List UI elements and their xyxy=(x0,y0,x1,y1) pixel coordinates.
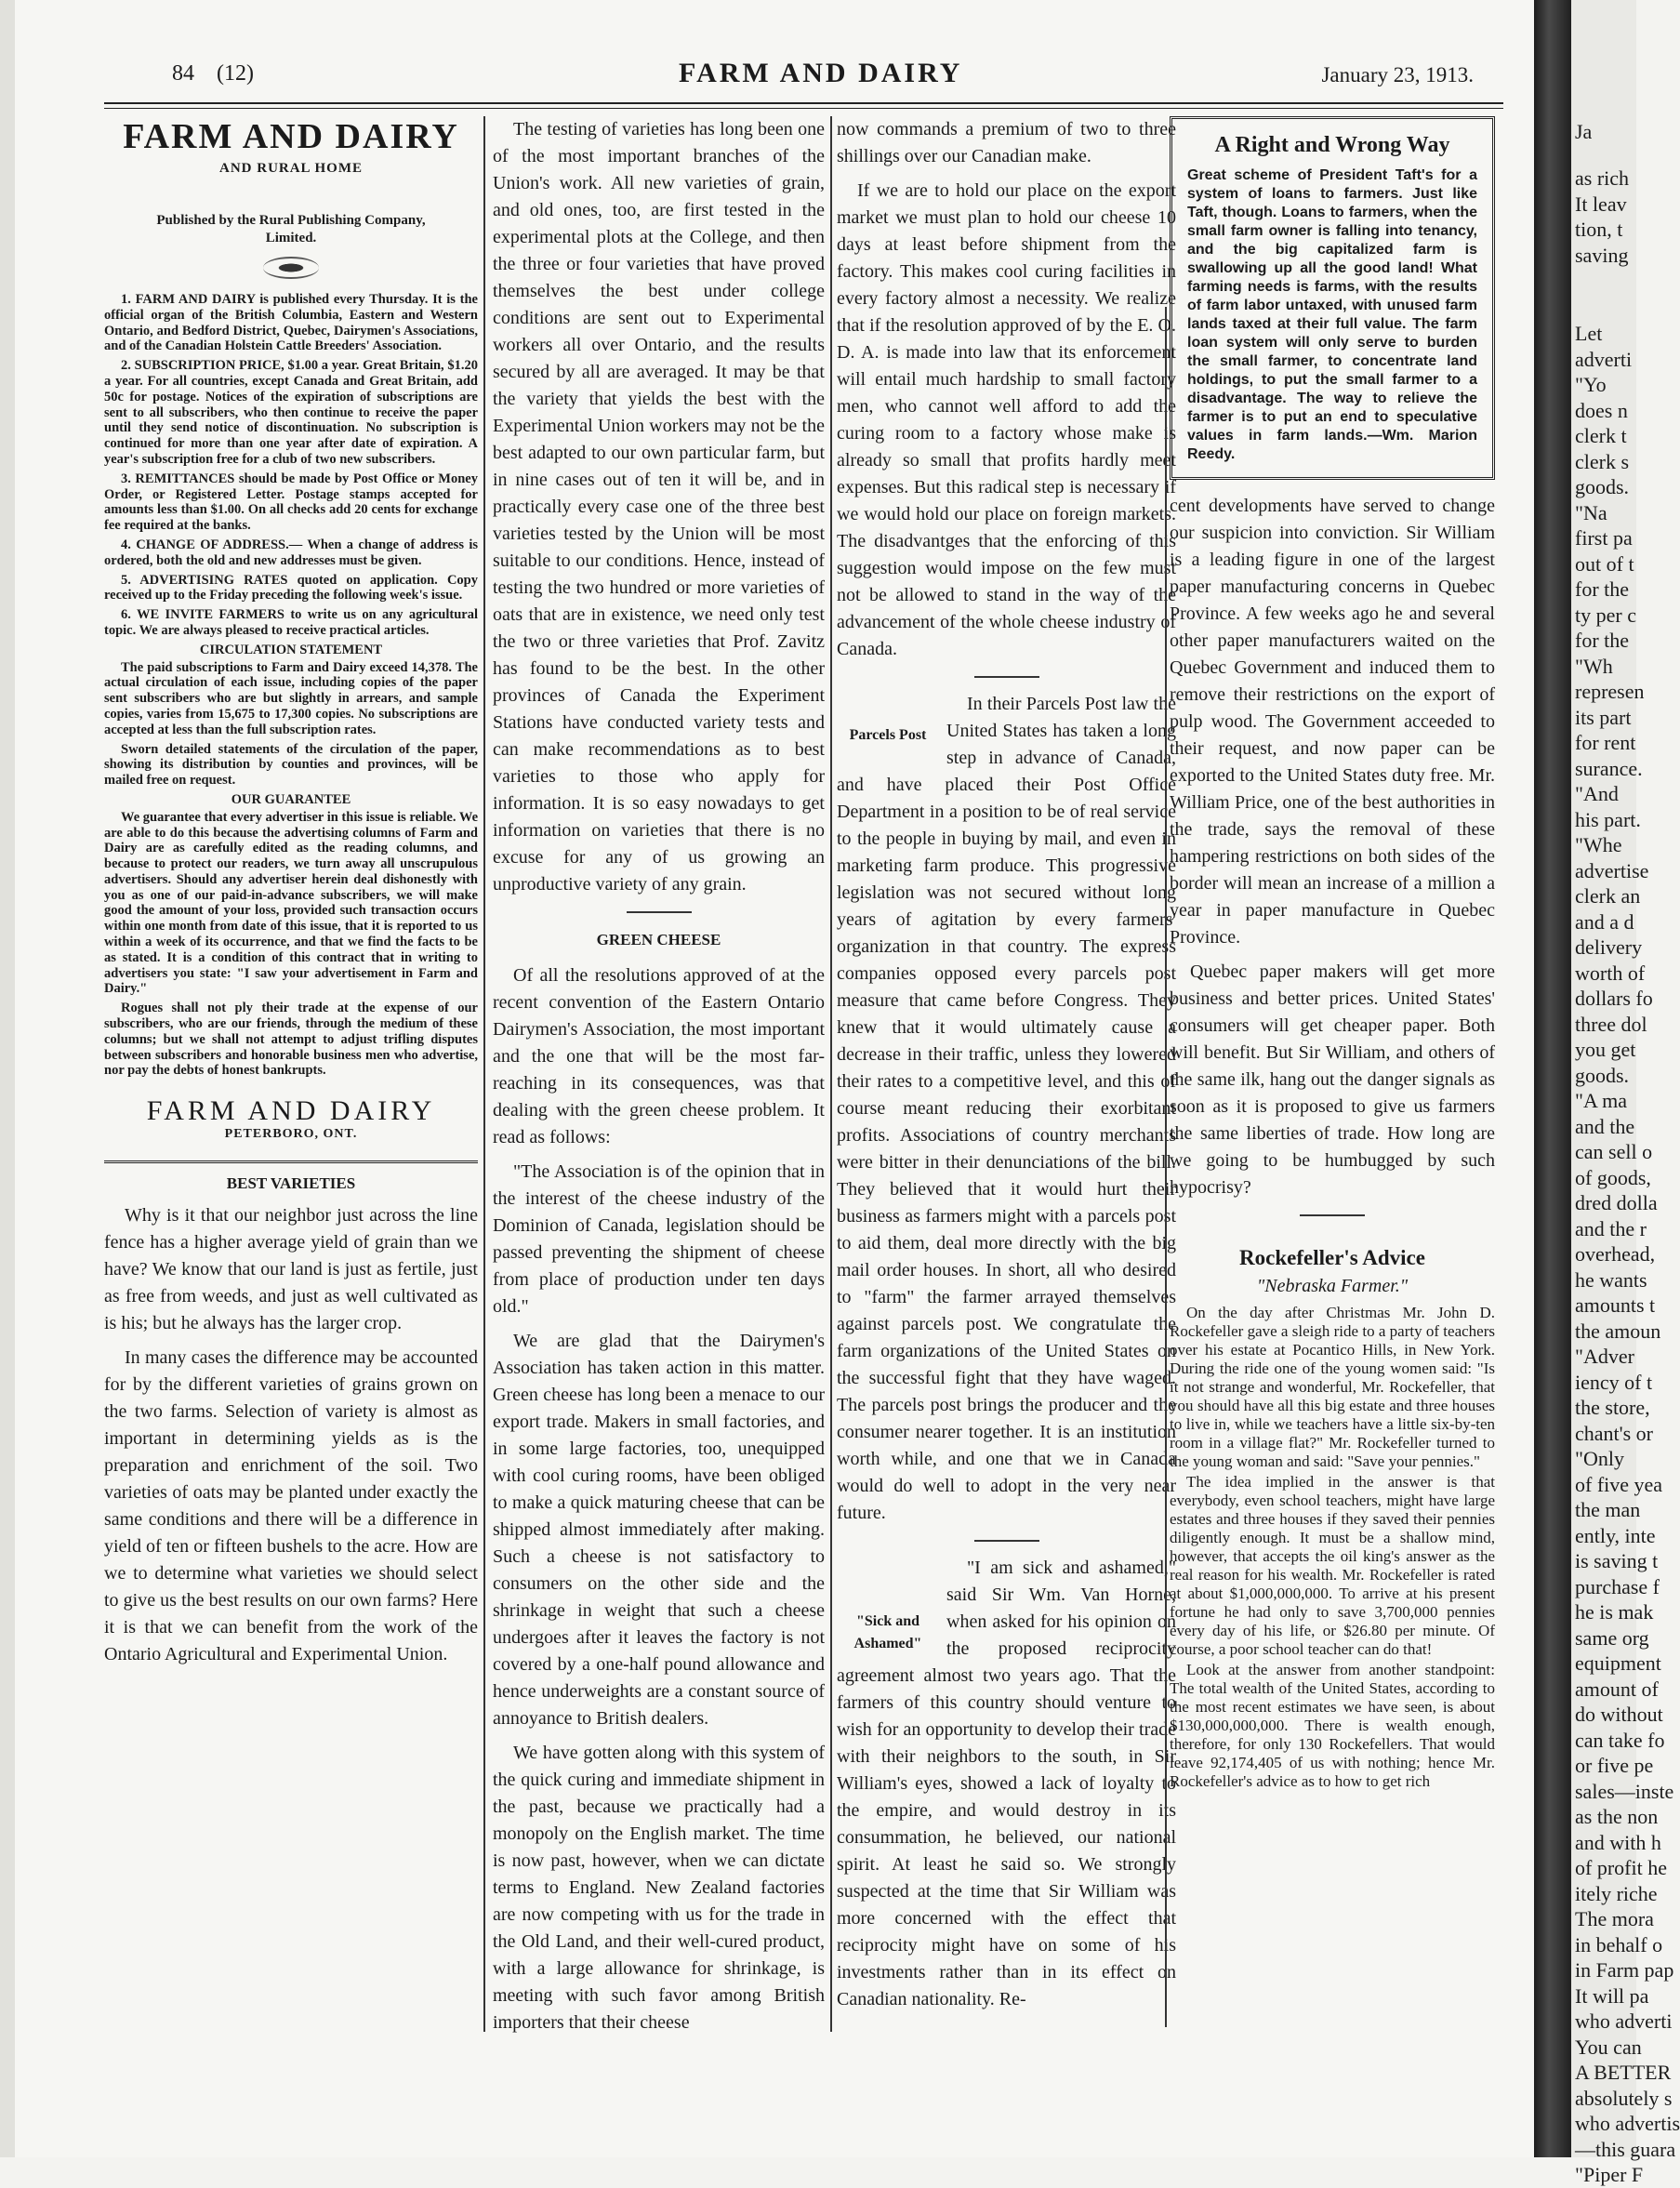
adjacent-page-line: "Yo xyxy=(1575,373,1607,396)
header-rule xyxy=(104,102,1503,104)
term-6: 6. WE INVITE FARMERS to write us on any agricultural topic. We are always pleased to receive practical articles. xyxy=(104,607,478,638)
adjacent-page-line: is saving t xyxy=(1575,1549,1659,1572)
adjacent-page-line: in Farm pap xyxy=(1575,1958,1674,1982)
adjacent-page-line: who advertis xyxy=(1575,2112,1680,2135)
adjacent-page-line: surance. xyxy=(1575,756,1643,780)
adjacent-page-line: does n xyxy=(1575,398,1628,422)
section-rule xyxy=(104,1160,478,1163)
column-1 xyxy=(104,116,478,1676)
column-divider xyxy=(1165,307,1167,2027)
guarantee-text-2: Rogues shall not ply their trade at the expense of our subscribers, who are our friends, through the medium of these columns; but we shall not attempt to adjust trifling disputes between subscribers and honorable business men who advertise, nor pay the debts of honest bankrupts. xyxy=(104,1001,478,1079)
adjacent-page-line: You can xyxy=(1575,2035,1642,2059)
adjacent-page-line: for rent xyxy=(1575,731,1636,754)
adjacent-page-line: three dol xyxy=(1575,1012,1647,1036)
adjacent-page-line: he wants xyxy=(1575,1267,1647,1292)
divider-short xyxy=(1300,1214,1365,1216)
varieties-continued: The testing of varieties has long been one of the most important branches of the Union's work. All new varieties of grain, and old ones, too, are first tested in the experimental plots at the College, and then the three or four varieties that have proved themselves the best under college conditions are sent out to Experimental workers all over Ontario, and the results secured by all are averaged. It may be that the variety that yields the best with the Experimental Union workers may not be the best adapted to our own particular farm, but in nine cases out of ten it will be, and in practically every case one of the three best varieties tested by the Union will be most suitable to our conditions. Hence, instead of testing the two hundred or more varieties of oats that are in existence, we need only test the two or three varieties that Prof. Zavitz has found to be the best. In the other provinces of Canada the Experiment Stations have conducted variety tests and can make recommendations as to best varieties to those who apply for information. It is so easy nowadays to get information on varieties that there is no excuse for any of us growing an unproductive variety of any grain. xyxy=(493,119,825,895)
terms-block xyxy=(104,292,478,1079)
ornament-icon xyxy=(263,257,319,279)
adjacent-page-line: "And xyxy=(1575,782,1619,805)
green-cheese-resolution: "The Association is of the opinion that in the interest of the cheese industry of the Dominion of Canada, legislation should be passed preventing the shipment of cheese from place of production under ten days old." xyxy=(493,1161,825,1317)
green-cheese-p1: Of all the resolutions approved of at the recent convention of the Eastern Ontario Dairymen's Association, the most important and the one that will be the most far-reaching in its consequences, was that dealing with the green cheese problem. It read as follows: xyxy=(493,965,825,1147)
adjacent-page-line: you get xyxy=(1575,1038,1636,1061)
binding-gutter xyxy=(1534,0,1571,2157)
rockefeller-p2: The idea implied in the answer is that everybody, even school teachers, might have large estates and three houses if they saved their pennies diligently enough. It must be a shallow mind, however, that accepts the oil king's answer as the real reason for his wealth. Mr. Rockefeller is rated at about $1,000,000,000. To arrive at his present fortune he had only to save 3,700,000 pennies every day of his life, or $26.80 per minute. Of course, a poor school teacher can do that! xyxy=(1170,1473,1495,1658)
adjacent-page-line: sales—inste xyxy=(1575,1779,1674,1803)
adjacent-page-line: out of t xyxy=(1575,551,1634,576)
adjacent-page-line: its part xyxy=(1575,705,1632,729)
issue-date: January 23, 1913. xyxy=(1321,63,1474,86)
adjacent-page-line: adverti xyxy=(1575,347,1633,371)
footer-masthead: FARM AND DAIRY xyxy=(146,1095,436,1127)
adjacent-page-line: for the xyxy=(1575,577,1630,601)
adjacent-page-line: ently, inte xyxy=(1575,1523,1656,1547)
best-varieties-p1: Why is it that our neighbor just across the line fence has a higher average yield of grain than we have? We know that our land is just as fertile, just as free from weeds, and just as well cultivated as is his; but he always has the larger crop. xyxy=(104,1205,478,1334)
best-varieties-heading: BEST VARIETIES xyxy=(226,1174,356,1193)
rockefeller-p3: Look at the answer from another standpoint: The total wealth of the United States, according to the most recent estimates we have seen, is about $130,000,000,000. There is wealth enough, therefore, for only 130 Rockefellers. That would leave 92,174,405 of us with nothing; hence Mr. Rockefeller's advice as to how to get rich xyxy=(1170,1661,1495,1790)
adjacent-page-line: can take fo xyxy=(1575,1728,1665,1752)
column-2 xyxy=(493,116,825,2044)
reciprocity-continued: cent developments have served to change our suspicion into conviction. Sir William is a leading figure in one of the largest paper manufacturing concerns in Quebec Province. A few weeks ago he and several other paper manufacturers waited on the Quebec Government and induced them to remove their restrictions on the export of pulp wood. The Government acceeded to their request, and now paper can be exported to the United States duty free. Mr. William Price, one of the best authorities in the trade, says the removal of these hampering restrictions on both sides of the border will mean an increase of a million a year in paper manufacture in Quebec Province. xyxy=(1170,496,1495,948)
adjacent-page-line: for the xyxy=(1575,629,1630,652)
divider-short xyxy=(627,911,692,913)
adjacent-page-line: Let xyxy=(1575,322,1603,345)
box-text: Great scheme of President Taft's for a system of loans to farmers. Just like Taft, though. Loans to farmers, when the small farm owner is falling into tenancy, and the big capitalized farm is swallowing up all the good land! What farming needs is farms, with the results of farm labor untaxed, with unused farm lands taxed at their full value. The farm loan system will only serve to burden the small farmer, to concentrate land holdings, to put the small farmer to a disadvantage. The way to relieve the farmer is to put an end to speculative values in farm lands.—Wm. Marion Reedy. xyxy=(1187,167,1477,462)
adjacent-page-line: do without xyxy=(1575,1703,1663,1726)
page-number: 84 (12) xyxy=(172,61,254,86)
adjacent-page-line: equipment xyxy=(1575,1651,1661,1675)
adjacent-page-line: chant's or xyxy=(1575,1421,1653,1445)
adjacent-page-line: goods. xyxy=(1575,475,1630,498)
adjacent-page-line: "Na xyxy=(1575,500,1607,524)
circulation-text-1: The paid subscriptions to Farm and Dairy exceed 14,378. The actual circulation of each issue, including copies of the paper sent subscribers who are but slightly in arrears, and sample copies, varies from 15,675 to 17,300 copies. No subscriptions are accepted at less than the full subscription rates. xyxy=(104,659,478,737)
adjacent-page-line: —this guara xyxy=(1575,2137,1676,2161)
adjacent-page-line: absolutely s xyxy=(1575,2086,1673,2110)
adjacent-page-line: amounts t xyxy=(1575,1293,1656,1317)
adjacent-page-line: amount of xyxy=(1575,1677,1659,1701)
adjacent-page-line: the man xyxy=(1575,1498,1641,1521)
adjacent-page-line: "Wh xyxy=(1575,654,1613,678)
adjacent-page-line: and a d xyxy=(1575,909,1634,934)
rockefeller-heading: Rockefeller's Advice xyxy=(1239,1246,1425,1269)
adjacent-page-line: dollars fo xyxy=(1575,987,1653,1010)
adjacent-page-line: represen xyxy=(1575,680,1645,703)
green-cheese-p5: If we are to hold our place on the export market we must plan to hold our cheese 10 days at least before shipment from the factory. This makes cool curing facilities in every factory almost a necessity. We realize that if the resolution approved of by the E. O. D. A. is made into law that its enforcement will entail much hardship to small factory men, who cannot well afford to add the curing room to a factory whose make is already so small that profits hardly meet expenses. But this radical step is necessary if we would hold our place on foreign markets. The disadvantges that the enforcing of this suggestion would impose on the few must not be allowed to stand in the way of the advancement of the whole cheese industry of Canada. xyxy=(837,180,1176,659)
adjacent-page-line: itely riche xyxy=(1575,1881,1658,1905)
green-cheese-p4: We have gotten along with this system of the quick curing and immediate shipment in the past, because we practically had a monopoly on the English market. The time is now past, however, when we can dictate terms to England. New Zealand factories are now competing with us for the trade in the Old Land, and their well-cured product, with a large allowance for shrinkage, is meeting with such favor among British importers that their cheese xyxy=(493,1743,825,2033)
green-cheese-p3: We are glad that the Dairymen's Association has taken action in this matter. Green cheese has long been a menace to our export trade. Makers in small factories, and in some large factories, too, unequipped with cool curing rooms, have been obliged to make a quick maturing cheese that can be shipped almost immediately after making. Such a cheese is not satisfactory to consumers on the other side and the shrinkage in weight that such a cheese undergoes after it leaves the factory is not covered by a one-half pound allowance and hence underweights are a constant source of annoyance to British dealers. xyxy=(493,1331,825,1729)
page-left-edge xyxy=(0,0,15,2157)
adjacent-page-line: delivery xyxy=(1575,935,1643,959)
adjacent-page-line: iency of t xyxy=(1575,1370,1653,1394)
adjacent-page-line: Ja xyxy=(1575,120,1593,143)
best-varieties-p2: In many cases the difference may be accounted for by the different varieties of grains grown on the two farms. Selection of variety is almost as important in determining yields as is the preparation and enrichment of the soil. Two varieties of oats may be planted under exactly the same conditions and there will be a difference in yield of ten or fifteen bushels to the acre. How are we to determine what varieties we should select to give us the best results on our own farms? Here it is that we can benefit from the work of the Ontario Agricultural and Experimental Union. xyxy=(104,1347,478,1665)
adjacent-page-line: the store, xyxy=(1575,1396,1650,1419)
adjacent-page-line: the amoun xyxy=(1575,1319,1661,1343)
publisher-line: Published by the Rural Publishing Company, Limited. xyxy=(156,213,426,245)
adjacent-page-line: he is mak xyxy=(1575,1600,1654,1624)
adjacent-page-line: and the xyxy=(1575,1114,1635,1138)
adjacent-page-line: dred dolla xyxy=(1575,1191,1658,1214)
adjacent-page-line: worth of xyxy=(1575,961,1646,985)
guarantee-text-1: We guarantee that every advertiser in this issue is reliable. We are able to do this because the advertising columns of Farm and Dairy are as carefully edited as the reading columns, and because to protect our readers, we turn away all unscrupulous advertisers. Should any advertiser herein deal dishonestly with you as one of our paid-in-advance subscribers, we will make good the amount of your loss, provided such transaction occurs within one month from date of this issue, that it is reported to us within a week of its occurrence, and that we find the facts to be as stated. It is a condition of this contract that in writing to advertisers you state: "I saw your advertisement in Farm and Dairy." xyxy=(104,809,478,997)
adjacent-page-line: tion, t xyxy=(1575,218,1623,241)
adjacent-page-line: as the non xyxy=(1575,1805,1659,1828)
adjacent-page-line: advertise xyxy=(1575,858,1649,882)
adjacent-page-line: in behalf o xyxy=(1575,1932,1663,1956)
right-wrong-way-box xyxy=(1170,116,1495,480)
adjacent-page-line: can sell o xyxy=(1575,1140,1653,1163)
masthead-title: FARM AND DAIRY xyxy=(123,117,459,156)
sick-ashamed-text: "I am sick and ashamed," said Sir Wm. Van Horne, when asked for his opinion on the proposed reciprocity agreement almost two years ago. That the farmers of this country should venture to wish for an opportunity to develop their trade with their neighbors to the south, in Sir William's eyes, showed a lack of loyalty to the empire, and would destroy in its consummation, he believed, our national spirit. At least he said so. We strongly suspected at the time that Sir William was more concerned with the effect that reciprocity might have on some of his investments rather than in its effect on Canadian nationality. Re- xyxy=(837,1558,1176,2009)
adjacent-page-line: A BETTER xyxy=(1575,2061,1672,2084)
adjacent-page-line: "Whe xyxy=(1575,833,1622,856)
adjacent-page-line: of goods, xyxy=(1575,1165,1651,1189)
sick-ashamed-sidehead: "Sick and Ashamed" xyxy=(853,1613,922,1651)
rockefeller-body xyxy=(1170,1304,1495,1791)
best-varieties-body xyxy=(104,1202,478,1668)
column-3 xyxy=(837,116,1176,2021)
adjacent-page-line: clerk s xyxy=(1575,449,1630,473)
box-title: A Right and Wrong Way xyxy=(1214,133,1450,157)
term-5: 5. ADVERTISING RATES quoted on application. Copy received up to the Friday preceding the following week's issue. xyxy=(104,572,478,603)
divider-short xyxy=(974,676,1039,678)
green-cheese-continued: now commands a premium of two to three shillings over our Canadian make. xyxy=(837,119,1176,166)
header-rule-thin xyxy=(104,108,1503,109)
adjacent-page-line: purchase f xyxy=(1575,1574,1660,1598)
column-divider xyxy=(830,116,832,2032)
circulation-text-2: Sworn detailed statements of the circulation of the paper, showing its distribution by counties and provinces, will be mailed free on request. xyxy=(104,741,478,789)
page-title: FARM AND DAIRY xyxy=(679,58,963,88)
reciprocity-p2: Quebec paper makers will get more business and better prices. United States' consumers will get cheaper paper. Both will benefit. But Sir William, and others of the same ilk, hang out the danger signals as soon as it is proposed to give us farmers the same liberties of trade. How long are we going to be humbugged by such hypocrisy? xyxy=(1170,961,1495,1198)
adjacent-page-line: The mora xyxy=(1575,1907,1654,1930)
adjacent-page-line: of profit he xyxy=(1575,1856,1667,1879)
adjacent-page-line: "Adver xyxy=(1575,1345,1634,1368)
adjacent-page-line: saving xyxy=(1575,243,1629,267)
adjacent-page-line: "A ma xyxy=(1575,1089,1628,1112)
term-1: 1. FARM AND DAIRY is published every Thursday. It is the official organ of the British Columbia, Eastern and Western Ontario, and Bedford District, Quebec, Dairymen's Associations, and of the Canadian Holstein Cattle Breeders' Association. xyxy=(104,292,478,354)
masthead-subtitle: AND RURAL HOME xyxy=(218,161,363,176)
adjacent-page-line: of five yea xyxy=(1575,1472,1663,1496)
adjacent-page-line: clerk t xyxy=(1575,424,1627,447)
page-header xyxy=(172,58,1501,100)
adjacent-page-line: as rich xyxy=(1575,166,1630,190)
term-4: 4. CHANGE OF ADDRESS.— When a change of address is ordered, both the old and new addresses must be given. xyxy=(104,537,478,568)
term-2: 2. SUBSCRIPTION PRICE, $1.00 a year. Great Britain, $1.20 a year. For all countries, except Canada and Great Britain, add 50c for postage. Notices of the expiration of subscriptions are sent to all subscribers, who then continue to receive the paper until they send notice of discontinuation. No subscription is continued for more than one year after date of expiration. A year's subscription free for a club of two new subscribers. xyxy=(104,358,478,467)
divider-short xyxy=(974,1540,1039,1542)
adjacent-page-line: same org xyxy=(1575,1625,1649,1650)
adjacent-page-line: overhead, xyxy=(1575,1242,1656,1266)
rockefeller-p1: On the day after Christmas Mr. John D. Rockefeller gave a sleigh ride to a party of teachers over his estate at Pocantico Hills, in New York. During the ride one of the young women said: "Is it not strange and wonderful, Mr. Rockefeller, that you should have all this big estate and three houses to live in, while we teachers have a little six-by-ten room in a village flat?" Mr. Rockefeller turned to the young woman and said: "Save your pennies." xyxy=(1170,1304,1495,1470)
green-cheese-heading: GREEN CHEESE xyxy=(596,931,721,948)
adjacent-page-line: It will pa xyxy=(1575,1983,1649,2008)
adjacent-page-fragment xyxy=(1571,0,1680,2186)
adjacent-page-line: goods. xyxy=(1575,1063,1630,1087)
footer-place: PETERBORO, ONT. xyxy=(224,1127,358,1142)
adjacent-page-line: ty per c xyxy=(1575,603,1636,627)
adjacent-page-line: who adverti xyxy=(1575,2009,1673,2033)
parcels-post-text: In their Parcels Post law the United States has taken a long step in advance of Canada, and have placed their Post Office Department in a position to be of real service to the people in buying by mail, and even in marketing farm produce. This progressive legislation was not secured without long years of agitation by every farmers' organization in that country. The express companies opposed every parcels post measure that came before Congress. They knew that it would ultimately cause a decrease in their traffic, unless they lowered their rates to a competitive level, and this of course meant reducing their exorbitant profits. Associations of country merchants were bitter in their denunciations of the bill. They believed that it would hurt their business as farmers might with a parcels post to aid them, deal more directly with the big mail order houses. In short, all who desired to "farm" the farmer arrayed themselves against parcels post. We congratulate the farm organizations of the United States on the successful fight that they have waged. The parcels post brings the producer and the consumer nearer together. It is an institution worth while, and one that we in Canada would do well to adopt in the very near future. xyxy=(837,694,1176,1523)
term-3: 3. REMITTANCES should be made by Post Office or Money Order, or Registered Letter. Postage stamps accepted for amounts less than $1.00. On all checks add 20 cents for exchange fee required at the banks. xyxy=(104,471,478,534)
circulation-heading: CIRCULATION STATEMENT xyxy=(199,642,383,657)
adjacent-page-line: first pa xyxy=(1575,526,1633,550)
rockefeller-source: "Nebraska Farmer." xyxy=(1256,1276,1409,1296)
column-divider xyxy=(483,116,485,2032)
adjacent-page-line: his part. xyxy=(1575,807,1641,831)
adjacent-page-line: and with h xyxy=(1575,1830,1661,1854)
parcels-post-sidehead: Parcels Post xyxy=(849,727,927,743)
adjacent-page-line: clerk an xyxy=(1575,884,1641,908)
adjacent-page-line: "Piper F xyxy=(1575,2163,1644,2186)
guarantee-heading: OUR GUARANTEE xyxy=(231,791,351,807)
adjacent-page-line: It leav xyxy=(1575,192,1627,216)
adjacent-page-line: or five pe xyxy=(1575,1754,1654,1777)
column-4 xyxy=(1170,116,1495,1793)
adjacent-page-line: and the r xyxy=(1575,1216,1647,1240)
adjacent-page-line: "Only xyxy=(1575,1447,1624,1470)
